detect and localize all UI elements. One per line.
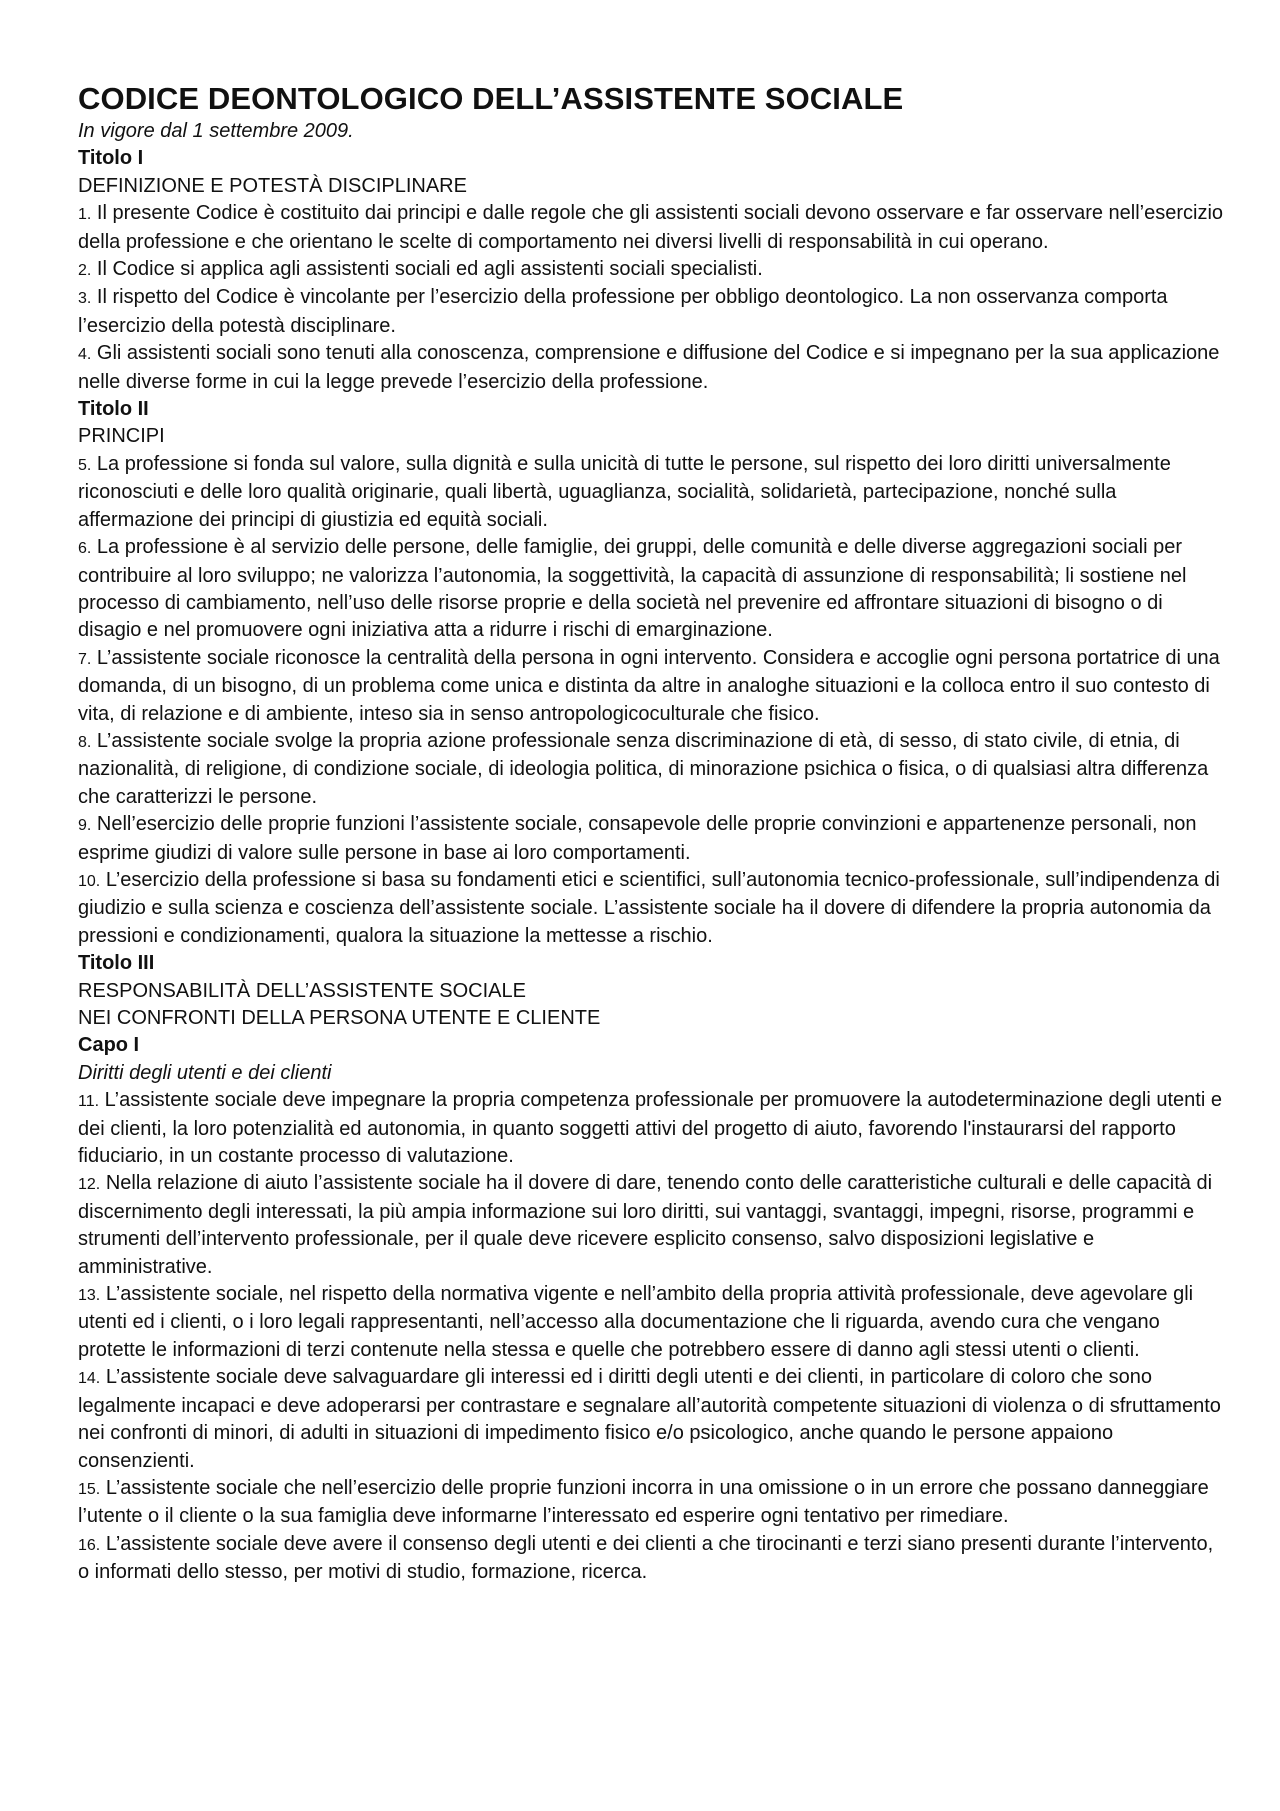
article-4: [78, 340, 1228, 396]
article-2: [78, 256, 1228, 284]
article-text: L’assistente sociale svolge la propria azione professionale senza discriminazione di età, di sesso, di stato civile, di etnia, di nazionalità, di religione, di condizione sociale, di ideologia politica, di minorazione psichica o fisica, o di qualsiasi altra differenza che caratterizzi le persone.: [78, 729, 1209, 808]
article-3: [78, 284, 1228, 340]
document-subtitle: In vigore dal 1 settembre 2009.: [78, 120, 354, 142]
article-number: 9.: [78, 817, 92, 835]
article-1: [78, 200, 1228, 256]
document-page: [78, 80, 1228, 1587]
document-title: CODICE DEONTOLOGICO DELL’ASSISTENTE SOCIALE: [78, 81, 904, 116]
article-number: 4.: [78, 346, 92, 364]
article-text: L’esercizio della professione si basa su fondamenti etici e scientifici, sull’autonomia tecnico-professionale, sull’indipendenza di giudizio e sulla scienza e coscienza dell’assistente sociale. L’assistente sociale ha il dovere di difendere la propria autonomia da pressioni e condizionamenti, qualora la situazione la mettesse a rischio.: [78, 868, 1220, 947]
section-title: DEFINIZIONE E POTESTÀ DISCIPLINARE: [78, 174, 467, 197]
article-number: 10.: [78, 872, 101, 890]
document-body: [78, 145, 1228, 1586]
title-heading: Titolo III: [78, 952, 155, 975]
article-10: [78, 867, 1228, 950]
article-7: [78, 645, 1228, 728]
article-text: Il Codice si applica agli assistenti sociali ed agli assistenti sociali specialisti.: [96, 258, 763, 281]
article-9: [78, 811, 1228, 867]
article-number: 1.: [78, 206, 92, 224]
article-number: 11.: [78, 1093, 100, 1111]
article-16: [78, 1531, 1228, 1587]
article-number: 15.: [78, 1480, 101, 1498]
article-number: 14.: [78, 1370, 101, 1388]
article-number: 6.: [78, 540, 92, 558]
article-15: [78, 1475, 1228, 1531]
article-6: [78, 534, 1228, 645]
article-text: Nella relazione di aiuto l’assistente sociale ha il dovere di dare, tenendo conto delle caratteristiche culturali e delle capacità di discernimento degli interessati, la più ampia informazione sui loro diritti, sui vantaggi, svantaggi, impegni, risorse, programmi e strumenti dell’intervento professionale, per il quale deve ricevere esplicito consenso, salvo disposizioni legislative e amministrative.: [78, 1172, 1213, 1278]
section-title: PRINCIPI: [78, 425, 165, 448]
article-number: 13.: [78, 1287, 101, 1305]
article-text: L’assistente sociale deve avere il consenso degli utenti e dei clienti a che tirocinanti e terzi siano presenti durante l’intervento, o informati dello stesso, per motivi di studio, formazione, ricerca.: [78, 1532, 1214, 1584]
chapter-title: Diritti degli utenti e dei clienti: [78, 1061, 332, 1084]
article-text: Gli assistenti sociali sono tenuti alla conoscenza, comprensione e diffusione del Codice e si impegnano per la sua applicazione nelle diverse forme in cui la legge prevede l’esercizio della professione.: [78, 342, 1220, 393]
article-text: L’assistente sociale deve impegnare la propria competenza professionale per promuovere la autodeterminazione degli utenti e dei clienti, la loro potenzialità ed autonomia, in quanto soggetti attivi del progetto di aiuto, favorendo l'instaurarsi del rapporto fiduciario, in un costante processo di valutazione.: [78, 1089, 1222, 1168]
title-heading: Titolo I: [78, 147, 144, 170]
article-text: La professione è al servizio delle persone, delle famiglie, dei gruppi, delle comunità e delle diverse aggregazioni sociali per contribuire al loro sviluppo; ne valorizza l’autonomia, la soggettività, la capacità di assunzione di responsabilità; li sostiene nel processo di cambiamento, nell’uso delle risorse proprie e della società nel prevenire ed affrontare situazioni di bisogno o di disagio e nel promuovere ogni iniziativa atta a ridurre i rischi di emarginazione.: [78, 536, 1187, 642]
article-number: 2.: [78, 262, 92, 280]
article-text: L’assistente sociale deve salvaguardare gli interessi ed i diritti degli utenti e dei clienti, in particolare di coloro che sono legalmente incapaci e deve adoperarsi per contrastare e segnalare all’autorità competente situazioni di violenza o di sfruttamento nei confronti di minori, di adulti in situazioni di impedimento fisico e/o psicologico, anche quando le persone appaiono consenzienti.: [78, 1366, 1221, 1472]
title-heading: Capo I: [78, 1034, 140, 1057]
article-number: 8.: [78, 733, 92, 751]
section-title: NEI CONFRONTI DELLA PERSONA UTENTE E CLIENTE: [78, 1007, 601, 1029]
article-number: 12.: [78, 1176, 101, 1194]
article-text: Nell’esercizio delle proprie funzioni l’assistente sociale, consapevole delle proprie convinzioni e appartenenze personali, non esprime giudizi di valore sulle persone in base ai loro comportamenti.: [78, 813, 1197, 864]
title-heading: Titolo II: [78, 398, 149, 421]
article-13: [78, 1281, 1228, 1364]
article-8: [78, 728, 1228, 811]
article-number: 16.: [78, 1536, 101, 1554]
section-title: RESPONSABILITÀ DELL’ASSISTENTE SOCIALE: [78, 979, 526, 1002]
article-text: L’assistente sociale riconosce la centralità della persona in ogni intervento. Considera e accoglie ogni persona portatrice di una domanda, di un bisogno, di un problema come unica e distinta da altre in analoghe situazioni e la colloca entro il suo contesto di vita, di relazione e di ambiente, inteso sia in senso antropologicoculturale che fisico.: [78, 646, 1220, 725]
article-text: Il presente Codice è costituito dai principi e dalle regole che gli assistenti sociali devono osservare e far osservare nell’esercizio della professione e che orientano le scelte di comportamento nei diversi livelli di responsabilità in cui operano.: [78, 202, 1224, 253]
article-5: [78, 451, 1228, 534]
article-number: 3.: [78, 290, 92, 308]
article-text: L’assistente sociale, nel rispetto della normativa vigente e nell’ambito della propria attività professionale, deve agevolare gli utenti ed i clienti, o i loro legali rappresentanti, nell’accesso alla documentazione che li riguarda, avendo cura che vengano protette le informazioni di terzi contenute nella stessa e quelle che potrebbero essere di danno agli stessi utenti o clienti.: [78, 1283, 1194, 1361]
article-14: [78, 1364, 1228, 1475]
article-12: [78, 1170, 1228, 1281]
article-number: 7.: [78, 650, 92, 668]
article-text: La professione si fonda sul valore, sulla dignità e sulla unicità di tutte le persone, sul rispetto dei loro diritti universalmente riconosciuti e delle loro qualità originarie, quali libertà, uguaglianza, socialità, solidarietà, partecipazione, nonché sulla affermazione dei principi di giustizia ed equità sociali.: [78, 452, 1171, 531]
article-number: 5.: [78, 456, 92, 474]
article-text: Il rispetto del Codice è vincolante per l’esercizio della professione per obbligo deontologico. La non osservanza comporta l’esercizio della potestà disciplinare.: [78, 286, 1168, 337]
article-text: L’assistente sociale che nell’esercizio delle proprie funzioni incorra in una omissione o in un errore che possano danneggiare l’utente o il cliente o la sua famiglia deve informarne l’interessato ed esperire ogni tentativo per rimediare.: [78, 1476, 1209, 1528]
article-11: [78, 1087, 1228, 1170]
